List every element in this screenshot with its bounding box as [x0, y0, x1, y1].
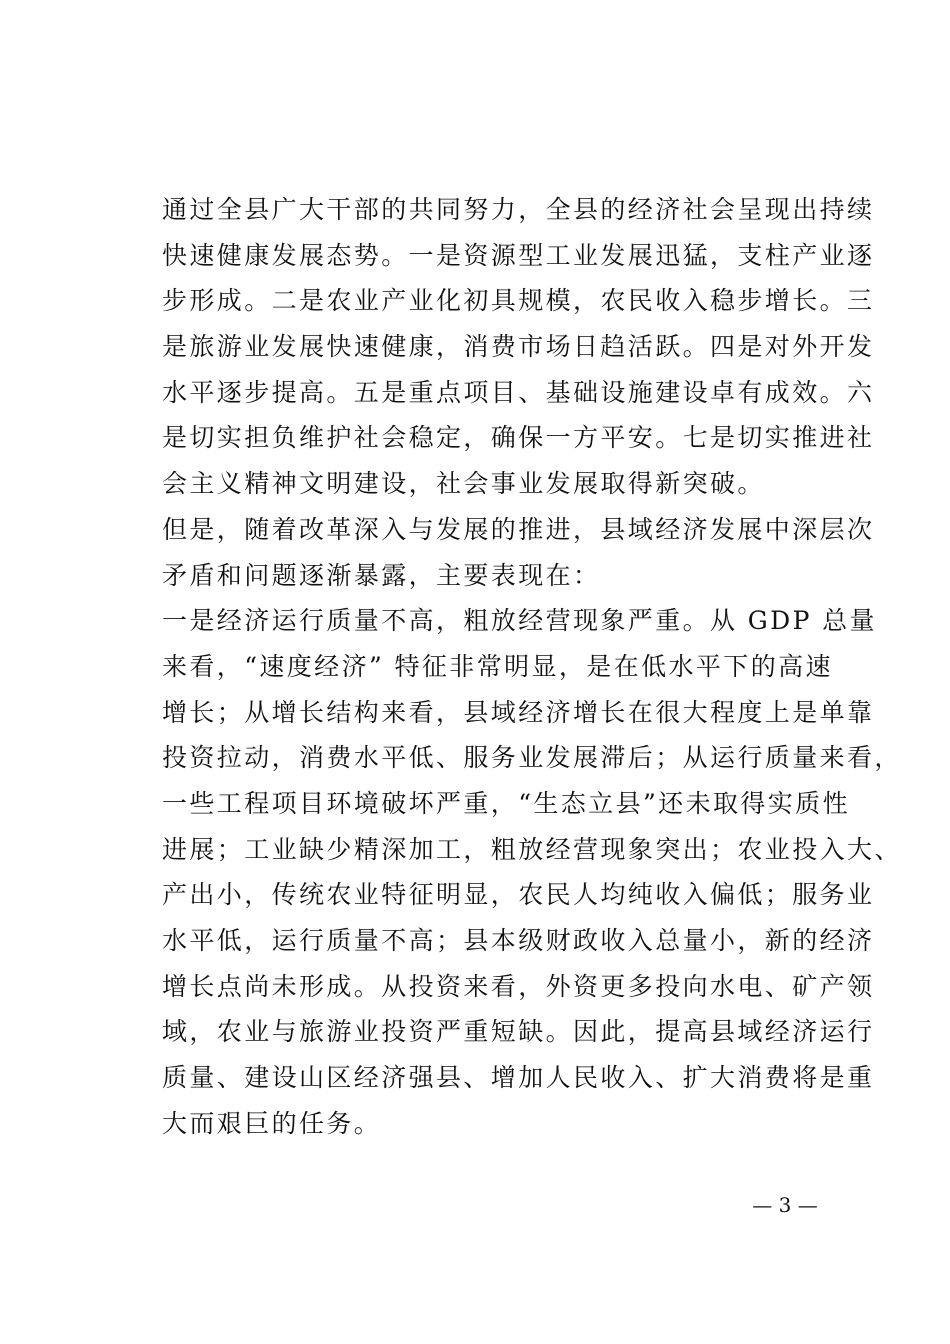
text-line: 步形成。二是农业产业化初具规模，农民收入稳步增长。三 [162, 286, 875, 316]
text-line: 来看，“速度经济” 特征非常明显，是在低水平下的高速 [162, 651, 833, 681]
text-line: 进展；工业缺少精深加工，粗放经营现象突出；农业投入大、 [162, 834, 902, 864]
text-line: 产出小，传统农业特征明显，农民人均纯收入偏低；服务业 [162, 880, 875, 910]
text-line: 是旅游业发展快速健康，消费市场日趋活跃。四是对外开发 [162, 332, 875, 362]
text-line: 水平低，运行质量不高；县本级财政收入总量小，新的经济 [162, 926, 875, 955]
text-line: 矛盾和问题逐渐暴露，主要表现在： [162, 560, 601, 590]
text-line: 大而艰巨的任务。 [162, 1108, 382, 1138]
page-number: — 3 — [752, 1193, 818, 1217]
text-line: 是切实担负维护社会稳定，确保一方平安。七是切实推进社 [162, 423, 875, 453]
text-line: 但是，随着改革深入与发展的推进，县域经济发展中深层次 [162, 514, 875, 544]
text-line: 快速健康发展态势。一是资源型工业发展迅猛，支柱产业逐 [162, 240, 875, 270]
text-line: 增长点尚未形成。从投资来看，外资更多投向水电、矿产领 [162, 971, 875, 1001]
body-text [162, 187, 902, 1146]
text-line: 水平逐步提高。五是重点项目、基础设施建设卓有成效。六 [162, 377, 875, 407]
text-line: 增长；从增长结构来看，县域经济增长在很大程度上是单靠 [162, 697, 875, 727]
text-line: 质量、建设山区经济强县、增加人民收入、扩大消费将是重 [162, 1063, 875, 1093]
text-line: 会主义精神文明建设，社会事业发展取得新突破。 [162, 469, 765, 499]
text-line: 一是经济运行质量不高，粗放经营现象严重。从 GDP 总量 [162, 606, 877, 636]
text-line: 投资拉动，消费水平低、服务业发展滞后；从运行质量来看， [162, 743, 902, 773]
text-line: 域，农业与旅游业投资严重短缺。因此，提高县域经济运行 [162, 1017, 875, 1047]
text-line: 一些工程项目环境破坏严重，“生态立县”还未取得实质性 [162, 788, 850, 818]
text-line: 通过全县广大干部的共同努力，全县的经济社会呈现出持续 [162, 195, 875, 224]
